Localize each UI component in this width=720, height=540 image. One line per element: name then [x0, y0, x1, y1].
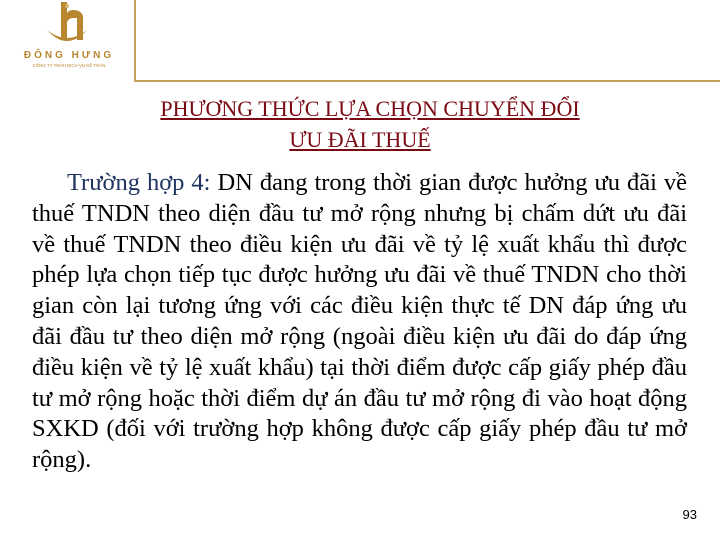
logo-mark-icon	[3, 0, 131, 50]
slide-title-line-1: PHƯƠNG THỨC LỰA CHỌN CHUYỂN ĐỔI	[160, 96, 580, 121]
header-divider-horizontal	[134, 80, 720, 82]
header-divider-vertical	[134, 0, 136, 80]
case-label: Trường hợp 4:	[66, 169, 211, 196]
slide-title-line-2: ƯU ĐÃI THUẾ	[289, 127, 431, 152]
page-number: 93	[682, 507, 697, 522]
logo-name: ĐÔNG HƯNG	[23, 50, 115, 61]
case-paragraph	[32, 168, 687, 476]
logo-subtitle: CÔNG TY TNHH DỊCH VỤ KẾ TOÁN	[32, 63, 106, 68]
company-logo	[3, 0, 131, 74]
case-text: DN đang trong thời gian được hưởng ưu đãi về thuế TNDN theo diện đầu tư mở rộng nhưng bị chấm dứt ưu đãi về thuế TNDN theo điều kiện ưu đãi về tỷ lệ xuất khẩu thì được phép lựa chọn tiếp tục được hưởng ưu đãi về thuế TNDN cho thời gian còn lại tương ứng với các điều kiện thực tế DN đáp ứng ưu đãi đầu tư theo diện mở rộng (ngoài điều kiện ưu đãi do đáp ứng điều kiện về tỷ lệ xuất khẩu) tại thời điểm được cấp giấy phép đầu tư mở rộng hoặc thời điểm dự án đầu tư mở rộng đi vào hoạt động SXKD (đối với trường hợp không được cấp giấy phép đầu tư mở rộng).	[32, 169, 688, 474]
